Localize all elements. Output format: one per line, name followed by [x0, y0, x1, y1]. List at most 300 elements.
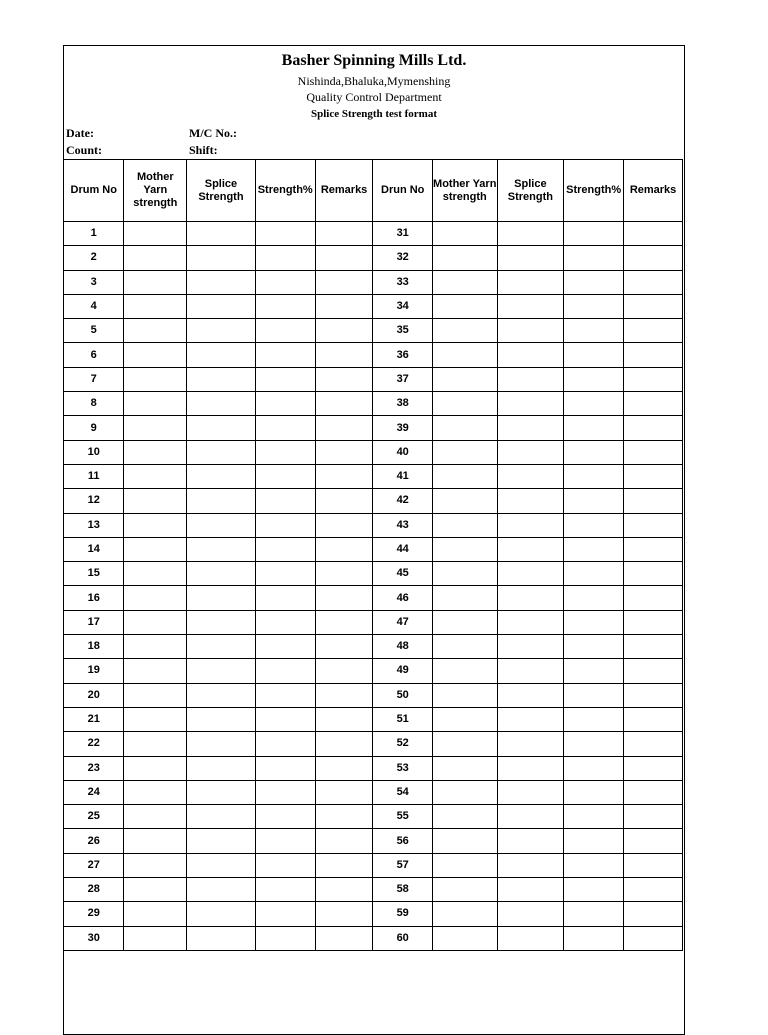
entry-cell[interactable] [564, 902, 624, 926]
entry-cell[interactable] [124, 416, 187, 440]
entry-cell[interactable] [624, 392, 683, 416]
entry-cell[interactable] [124, 489, 187, 513]
entry-cell[interactable] [255, 319, 315, 343]
entry-cell[interactable] [564, 853, 624, 877]
entry-cell[interactable] [497, 489, 564, 513]
entry-cell[interactable] [315, 343, 373, 367]
entry-cell[interactable] [564, 926, 624, 950]
entry-cell[interactable] [124, 732, 187, 756]
entry-cell[interactable] [255, 562, 315, 586]
entry-cell[interactable] [624, 416, 683, 440]
entry-cell[interactable] [624, 270, 683, 294]
entry-cell[interactable] [187, 294, 256, 318]
entry-cell[interactable] [564, 537, 624, 561]
entry-cell[interactable] [624, 464, 683, 488]
entry-cell[interactable] [432, 440, 497, 464]
table-row [64, 610, 683, 634]
entry-cell[interactable] [124, 294, 187, 318]
entry-cell[interactable] [255, 537, 315, 561]
entry-cell[interactable] [564, 343, 624, 367]
entry-cell[interactable] [187, 343, 256, 367]
entry-cell[interactable] [255, 367, 315, 391]
entry-cell[interactable] [124, 926, 187, 950]
entry-cell[interactable] [124, 902, 187, 926]
entry-cell[interactable] [624, 489, 683, 513]
entry-cell[interactable] [255, 756, 315, 780]
entry-cell[interactable] [624, 440, 683, 464]
entry-cell[interactable] [124, 513, 187, 537]
entry-cell[interactable] [315, 829, 373, 853]
drum-number-cell: 25 [64, 805, 124, 829]
entry-cell[interactable] [187, 780, 256, 804]
entry-cell[interactable] [255, 464, 315, 488]
table-row [64, 294, 683, 318]
entry-cell[interactable] [124, 780, 187, 804]
entry-cell[interactable] [187, 562, 256, 586]
entry-cell[interactable] [187, 489, 256, 513]
entry-cell[interactable] [497, 562, 564, 586]
entry-cell[interactable] [432, 416, 497, 440]
entry-cell[interactable] [497, 513, 564, 537]
entry-cell[interactable] [187, 732, 256, 756]
entry-cell[interactable] [432, 246, 497, 270]
entry-cell[interactable] [255, 853, 315, 877]
drum-number-cell: 27 [64, 853, 124, 877]
drum-number-cell: 10 [64, 440, 124, 464]
entry-cell[interactable] [124, 805, 187, 829]
entry-cell[interactable] [624, 562, 683, 586]
entry-cell[interactable] [497, 902, 564, 926]
entry-cell[interactable] [124, 537, 187, 561]
company-name: Basher Spinning Mills Ltd. [281, 52, 467, 69]
entry-cell[interactable] [497, 853, 564, 877]
entry-cell[interactable] [624, 635, 683, 659]
entry-cell[interactable] [624, 367, 683, 391]
entry-cell[interactable] [497, 416, 564, 440]
entry-cell[interactable] [432, 635, 497, 659]
entry-cell[interactable] [497, 464, 564, 488]
entry-cell[interactable] [187, 707, 256, 731]
entry-cell[interactable] [432, 562, 497, 586]
entry-cell[interactable] [315, 610, 373, 634]
entry-cell[interactable] [315, 392, 373, 416]
drum-number-cell: 49 [373, 659, 432, 683]
header-strength-percent: Strength% [255, 160, 315, 222]
header-mother-yarn-strength: Mother Yarn strength [124, 160, 187, 222]
entry-cell[interactable] [124, 829, 187, 853]
entry-cell[interactable] [187, 222, 256, 246]
form-sheet [63, 45, 685, 1035]
entry-cell[interactable] [255, 222, 315, 246]
entry-cell[interactable] [315, 416, 373, 440]
entry-cell[interactable] [564, 392, 624, 416]
table-row [64, 319, 683, 343]
drum-number-cell: 41 [373, 464, 432, 488]
drum-number-cell: 30 [64, 926, 124, 950]
entry-cell[interactable] [432, 586, 497, 610]
entry-cell[interactable] [432, 780, 497, 804]
entry-cell[interactable] [432, 659, 497, 683]
entry-cell[interactable] [187, 367, 256, 391]
entry-cell[interactable] [497, 659, 564, 683]
drum-number-cell: 43 [373, 513, 432, 537]
drum-number-cell: 11 [64, 464, 124, 488]
entry-cell[interactable] [624, 610, 683, 634]
entry-cell[interactable] [315, 513, 373, 537]
entry-cell[interactable] [497, 756, 564, 780]
splice-strength-table [63, 159, 683, 951]
drum-number-cell: 56 [373, 829, 432, 853]
entry-cell[interactable] [624, 513, 683, 537]
entry-cell[interactable] [255, 732, 315, 756]
entry-cell[interactable] [255, 270, 315, 294]
entry-cell[interactable] [564, 513, 624, 537]
entry-cell[interactable] [315, 440, 373, 464]
table-row [64, 635, 683, 659]
entry-cell[interactable] [497, 586, 564, 610]
entry-cell[interactable] [187, 440, 256, 464]
entry-cell[interactable] [124, 440, 187, 464]
header-mother-yarn-strength-2: Mother Yarn strength [432, 160, 497, 222]
entry-cell[interactable] [624, 294, 683, 318]
table-row [64, 416, 683, 440]
entry-cell[interactable] [624, 878, 683, 902]
entry-cell[interactable] [124, 707, 187, 731]
entry-cell[interactable] [124, 853, 187, 877]
entry-cell[interactable] [497, 732, 564, 756]
entry-cell[interactable] [432, 829, 497, 853]
entry-cell[interactable] [255, 294, 315, 318]
entry-cell[interactable] [624, 732, 683, 756]
entry-cell[interactable] [432, 222, 497, 246]
drum-number-cell: 14 [64, 537, 124, 561]
entry-cell[interactable] [187, 805, 256, 829]
entry-cell[interactable] [564, 270, 624, 294]
entry-cell[interactable] [187, 464, 256, 488]
drum-number-cell: 15 [64, 562, 124, 586]
entry-cell[interactable] [315, 319, 373, 343]
entry-cell[interactable] [624, 853, 683, 877]
entry-cell[interactable] [255, 780, 315, 804]
entry-cell[interactable] [564, 610, 624, 634]
entry-cell[interactable] [187, 902, 256, 926]
drum-number-cell: 26 [64, 829, 124, 853]
drum-number-cell: 52 [373, 732, 432, 756]
entry-cell[interactable] [624, 756, 683, 780]
drum-number-cell: 16 [64, 586, 124, 610]
date-label: Date: [66, 126, 94, 140]
entry-cell[interactable] [564, 489, 624, 513]
entry-cell[interactable] [497, 367, 564, 391]
entry-cell[interactable] [564, 222, 624, 246]
table-row [64, 562, 683, 586]
entry-cell[interactable] [124, 270, 187, 294]
entry-cell[interactable] [432, 610, 497, 634]
entry-cell[interactable] [255, 926, 315, 950]
drum-number-cell: 23 [64, 756, 124, 780]
entry-cell[interactable] [432, 756, 497, 780]
entry-cell[interactable] [624, 707, 683, 731]
table-row [64, 683, 683, 707]
entry-cell[interactable] [187, 683, 256, 707]
entry-cell[interactable] [124, 319, 187, 343]
shift-label: Shift: [189, 143, 218, 157]
entry-cell[interactable] [624, 343, 683, 367]
entry-cell[interactable] [624, 222, 683, 246]
entry-cell[interactable] [564, 562, 624, 586]
entry-cell[interactable] [255, 683, 315, 707]
entry-cell[interactable] [564, 319, 624, 343]
entry-cell[interactable] [497, 878, 564, 902]
entry-cell[interactable] [255, 489, 315, 513]
entry-cell[interactable] [255, 707, 315, 731]
entry-cell[interactable] [124, 659, 187, 683]
entry-cell[interactable] [564, 440, 624, 464]
entry-cell[interactable] [432, 513, 497, 537]
entry-cell[interactable] [624, 246, 683, 270]
table-row [64, 440, 683, 464]
drum-number-cell: 57 [373, 853, 432, 877]
entry-cell[interactable] [624, 659, 683, 683]
entry-cell[interactable] [564, 367, 624, 391]
drum-number-cell: 48 [373, 635, 432, 659]
table-row [64, 367, 683, 391]
drum-number-cell: 37 [373, 367, 432, 391]
drum-number-cell: 19 [64, 659, 124, 683]
entry-cell[interactable] [497, 440, 564, 464]
entry-cell[interactable] [624, 586, 683, 610]
entry-cell[interactable] [315, 805, 373, 829]
entry-cell[interactable] [315, 222, 373, 246]
entry-cell[interactable] [497, 294, 564, 318]
entry-cell[interactable] [124, 222, 187, 246]
entry-cell[interactable] [315, 537, 373, 561]
table-row [64, 343, 683, 367]
entry-cell[interactable] [432, 878, 497, 902]
entry-cell[interactable] [187, 537, 256, 561]
entry-cell[interactable] [315, 853, 373, 877]
entry-cell[interactable] [187, 610, 256, 634]
drum-number-cell: 42 [373, 489, 432, 513]
entry-cell[interactable] [315, 635, 373, 659]
entry-cell[interactable] [315, 586, 373, 610]
entry-cell[interactable] [432, 489, 497, 513]
entry-cell[interactable] [315, 562, 373, 586]
entry-cell[interactable] [432, 294, 497, 318]
entry-cell[interactable] [564, 756, 624, 780]
entry-cell[interactable] [497, 926, 564, 950]
entry-cell[interactable] [315, 489, 373, 513]
table-row [64, 222, 683, 246]
entry-cell[interactable] [432, 367, 497, 391]
entry-cell[interactable] [497, 246, 564, 270]
entry-cell[interactable] [315, 878, 373, 902]
header-drun-no: Drun No [373, 160, 432, 222]
entry-cell[interactable] [187, 926, 256, 950]
entry-cell[interactable] [315, 246, 373, 270]
header-remarks-2: Remarks [624, 160, 683, 222]
table-header-row [64, 160, 683, 222]
drum-number-cell: 20 [64, 683, 124, 707]
entry-cell[interactable] [564, 732, 624, 756]
header-splice-strength: Splice Strength [187, 160, 256, 222]
entry-cell[interactable] [315, 780, 373, 804]
entry-cell[interactable] [624, 805, 683, 829]
drum-number-cell: 17 [64, 610, 124, 634]
entry-cell[interactable] [624, 780, 683, 804]
company-address: Nishinda,Bhaluka,Mymenshing [297, 74, 451, 88]
entry-cell[interactable] [497, 805, 564, 829]
entry-cell[interactable] [255, 343, 315, 367]
entry-cell[interactable] [124, 586, 187, 610]
entry-cell[interactable] [624, 683, 683, 707]
entry-cell[interactable] [315, 732, 373, 756]
entry-cell[interactable] [255, 659, 315, 683]
drum-number-cell: 45 [373, 562, 432, 586]
entry-cell[interactable] [564, 780, 624, 804]
entry-cell[interactable] [187, 392, 256, 416]
entry-cell[interactable] [564, 805, 624, 829]
entry-cell[interactable] [255, 878, 315, 902]
entry-cell[interactable] [255, 829, 315, 853]
entry-cell[interactable] [432, 683, 497, 707]
entry-cell[interactable] [432, 392, 497, 416]
entry-cell[interactable] [187, 878, 256, 902]
entry-cell[interactable] [255, 513, 315, 537]
entry-cell[interactable] [624, 537, 683, 561]
entry-cell[interactable] [564, 707, 624, 731]
entry-cell[interactable] [432, 732, 497, 756]
header-splice-strength-2: Splice Strength [497, 160, 564, 222]
entry-cell[interactable] [432, 926, 497, 950]
entry-cell[interactable] [124, 610, 187, 634]
entry-cell[interactable] [255, 246, 315, 270]
entry-cell[interactable] [255, 392, 315, 416]
entry-cell[interactable] [432, 319, 497, 343]
entry-cell[interactable] [124, 635, 187, 659]
entry-cell[interactable] [624, 926, 683, 950]
entry-cell[interactable] [497, 537, 564, 561]
entry-cell[interactable] [497, 343, 564, 367]
entry-cell[interactable] [124, 392, 187, 416]
drum-number-cell: 18 [64, 635, 124, 659]
entry-cell[interactable] [187, 246, 256, 270]
entry-cell[interactable] [187, 853, 256, 877]
entry-cell[interactable] [564, 464, 624, 488]
entry-cell[interactable] [432, 805, 497, 829]
entry-cell[interactable] [187, 829, 256, 853]
entry-cell[interactable] [315, 756, 373, 780]
entry-cell[interactable] [255, 902, 315, 926]
drum-number-cell: 9 [64, 416, 124, 440]
entry-cell[interactable] [564, 878, 624, 902]
entry-cell[interactable] [124, 878, 187, 902]
drum-number-cell: 50 [373, 683, 432, 707]
entry-cell[interactable] [432, 343, 497, 367]
header-drum-no: Drum No [64, 160, 124, 222]
entry-cell[interactable] [315, 270, 373, 294]
entry-cell[interactable] [624, 829, 683, 853]
entry-cell[interactable] [497, 319, 564, 343]
entry-cell[interactable] [124, 464, 187, 488]
entry-cell[interactable] [187, 635, 256, 659]
entry-cell[interactable] [564, 659, 624, 683]
drum-number-cell: 46 [373, 586, 432, 610]
entry-cell[interactable] [497, 780, 564, 804]
entry-cell[interactable] [315, 707, 373, 731]
entry-cell[interactable] [432, 853, 497, 877]
entry-cell[interactable] [624, 902, 683, 926]
entry-cell[interactable] [187, 659, 256, 683]
entry-cell[interactable] [255, 805, 315, 829]
entry-cell[interactable] [497, 829, 564, 853]
entry-cell[interactable] [187, 756, 256, 780]
table-row [64, 246, 683, 270]
entry-cell[interactable] [315, 659, 373, 683]
entry-cell[interactable] [564, 635, 624, 659]
entry-cell[interactable] [255, 635, 315, 659]
table-row [64, 707, 683, 731]
entry-cell[interactable] [255, 416, 315, 440]
entry-cell[interactable] [432, 464, 497, 488]
drum-number-cell: 58 [373, 878, 432, 902]
entry-cell[interactable] [497, 683, 564, 707]
entry-cell[interactable] [187, 513, 256, 537]
entry-cell[interactable] [124, 683, 187, 707]
entry-cell[interactable] [187, 319, 256, 343]
entry-cell[interactable] [187, 270, 256, 294]
entry-cell[interactable] [124, 756, 187, 780]
entry-cell[interactable] [315, 683, 373, 707]
entry-cell[interactable] [315, 367, 373, 391]
entry-cell[interactable] [124, 367, 187, 391]
entry-cell[interactable] [315, 926, 373, 950]
entry-cell[interactable] [564, 586, 624, 610]
entry-cell[interactable] [497, 270, 564, 294]
entry-cell[interactable] [564, 416, 624, 440]
drum-number-cell: 47 [373, 610, 432, 634]
table-row [64, 756, 683, 780]
entry-cell[interactable] [124, 246, 187, 270]
entry-cell[interactable] [187, 586, 256, 610]
entry-cell[interactable] [255, 610, 315, 634]
entry-cell[interactable] [255, 586, 315, 610]
entry-cell[interactable] [315, 294, 373, 318]
entry-cell[interactable] [124, 562, 187, 586]
entry-cell[interactable] [187, 416, 256, 440]
entry-cell[interactable] [124, 343, 187, 367]
entry-cell[interactable] [564, 246, 624, 270]
entry-cell[interactable] [624, 319, 683, 343]
entry-cell[interactable] [564, 294, 624, 318]
entry-cell[interactable] [564, 829, 624, 853]
entry-cell[interactable] [315, 464, 373, 488]
entry-cell[interactable] [497, 392, 564, 416]
entry-cell[interactable] [432, 537, 497, 561]
entry-cell[interactable] [497, 222, 564, 246]
entry-cell[interactable] [497, 707, 564, 731]
entry-cell[interactable] [564, 683, 624, 707]
header-strength-percent-2: Strength% [564, 160, 624, 222]
entry-cell[interactable] [255, 440, 315, 464]
entry-cell[interactable] [432, 270, 497, 294]
entry-cell[interactable] [497, 610, 564, 634]
drum-number-cell: 2 [64, 246, 124, 270]
entry-cell[interactable] [432, 902, 497, 926]
entry-cell[interactable] [432, 707, 497, 731]
entry-cell[interactable] [315, 902, 373, 926]
entry-cell[interactable] [497, 635, 564, 659]
